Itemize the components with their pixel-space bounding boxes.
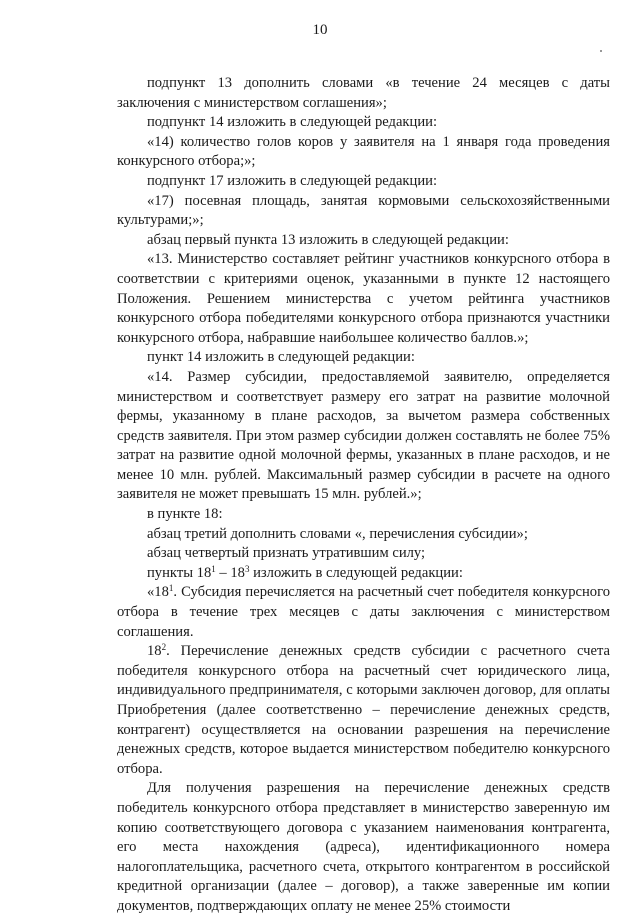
superscript: 1 — [211, 563, 216, 574]
paragraph: в пункте 18: — [147, 506, 223, 523]
text-run: – 18 — [215, 564, 245, 581]
superscript: 3 — [244, 563, 250, 574]
paragraph-items-18-range — [117, 564, 610, 584]
paragraph-item-18-1 — [117, 583, 610, 642]
paragraph: «13. Министерство составляет рейтинг участников конкурсного отбора в соответствии с критериями оценок, указанными в пункте 12 настоящего Положения. Решением министерства с учетом рейтинга участников конкурсного отбора победителями конкурсного отбора признаются участники конкурсного отбора, набравшие наибольшее количество баллов.»; — [117, 251, 610, 346]
paragraph: подпункт 13 дополнить словами «в течение 24 месяцев с даты заключения с министерством соглашения»; — [117, 75, 610, 111]
paragraph: «17) посевная площадь, занятая кормовыми сельскохозяйственными культурами;»; — [117, 192, 610, 229]
paragraph: абзац четвертый признать утратившим силу; — [147, 545, 426, 562]
text-run: . Субсидия перечисляется на расчетный счет победителя конкурсного отбора в течение трех месяцев с даты заключения с министерством соглашения. — [117, 584, 610, 640]
superscript: 2 — [161, 642, 167, 653]
text-run: изложить в следующей редакции: — [249, 564, 463, 581]
text-run: 18 — [147, 643, 162, 660]
text-run: . Перечисление денежных средств субсидии с расчетного счета победителя конкурсного отбора на расчетный счет юридического лица, индивидуального предпринимателя, с которыми заключен договор, для оплаты Приобретения (далее соответственно – перечисление денежных средств, контрагент) осуществляется на основании разрешения на перечисление денежных средств, которое выдается министерством победителю конкурсного отбора. — [117, 643, 610, 777]
text-run: пункты 18 — [147, 564, 212, 581]
paragraph: абзац третий дополнить словами «, перечисления субсидии»; — [147, 525, 528, 542]
paragraph-item-18-2 — [117, 642, 610, 779]
superscript: 1 — [168, 583, 174, 594]
page-number: 10 — [312, 22, 328, 38]
text-run: «18 — [147, 584, 169, 601]
paragraph: пункт 14 изложить в следующей редакции: — [147, 349, 415, 366]
document-body — [117, 74, 610, 917]
paragraph: Для получения разрешения на перечисление денежных средств победитель конкурсного отбора представляет в министерство заверенную им копию соответствующего договора с указанием наименования контрагента, его места нахождения (адреса), идентификационного номера налогоплательщика, расчетного счета, открытого контрагентом в российской кредитной организации (далее – договор), а также заверенные им копии документов, подтверждающих оплату не менее 25% стоимости — [117, 780, 610, 914]
paragraph: абзац первый пункта 13 изложить в следующей редакции: — [147, 231, 509, 248]
paragraph: «14. Размер субсидии, предоставляемой заявителю, определяется министерством и соответствует размеру его затрат на развитие молочной фермы, указанному в плане расходов, за вычетом размера собственных средств заявителя. При этом размер субсидии должен составлять не более 75% затрат на развитие одной молочной фермы, указанных в плане расходов, и не менее 10 млн. рублей. Максимальный размер субсидии в расчете на одного заявителя не может превышать 15 млн. рублей.»; — [117, 368, 610, 503]
paragraph: «14) количество голов коров у заявителя на 1 января года проведения конкурсного отбора;»; — [117, 133, 610, 170]
scan-speck — [600, 50, 602, 52]
paragraph: подпункт 14 изложить в следующей редакции: — [147, 114, 438, 131]
paragraph: подпункт 17 изложить в следующей редакции: — [147, 172, 438, 189]
